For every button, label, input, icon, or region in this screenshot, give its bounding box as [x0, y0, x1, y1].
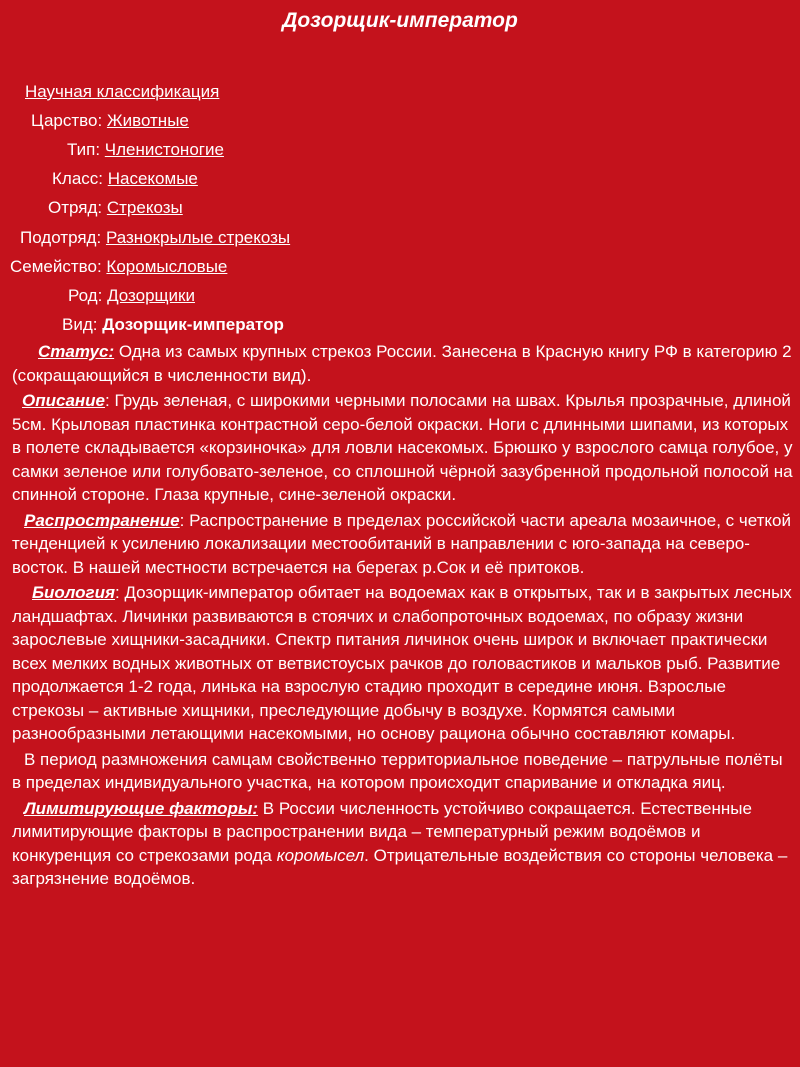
- row-value-link[interactable]: Членистоногие: [104, 140, 224, 159]
- biology-text: : Дозорщик-император обитает на водоемах как в открытых, так и в закрытых лесных ландшафтах. Личинки развиваются в стоячих и слабопроточных водоемах, по образу жизни зарослевые хищники-засадники. Спектр питания личинок очень широк и включает практически всех мелких водных животных от ветвистоусых рачков до головастиков и мальков рыб. Развитие продолжается 1-2 года, линька на взрослую стадию проходит в середине июня. Взрослые стрекозы – активные хищники, преследующие добычу в воздухе. Кормятся самыми разнообразными летающими насекомыми, но основу рациона обычно составляют комары.: [12, 583, 792, 743]
- row-value-link[interactable]: Коромысловые: [106, 257, 228, 276]
- row-label: Класс:: [52, 169, 103, 188]
- article-body: [12, 340, 794, 891]
- row-value-link[interactable]: Животные: [106, 111, 189, 130]
- classification-row-species: [62, 313, 284, 337]
- description-paragraph: [12, 389, 794, 507]
- breeding-text: В период размножения самцам свойственно территориальное поведение – патрульные полёты в пределах индивидуального участка, на котором происходит спаривание и откладка яиц.: [12, 749, 783, 792]
- breeding-paragraph: [12, 748, 794, 795]
- page-title: Дозорщик-император: [282, 9, 518, 32]
- row-label: Тип:: [67, 140, 101, 159]
- row-label: Отряд:: [48, 198, 103, 217]
- classification-row-class: [52, 167, 198, 191]
- distribution-heading: Распространение: [24, 510, 180, 530]
- row-label: Род:: [68, 286, 103, 305]
- row-value-link[interactable]: Разнокрылые стрекозы: [105, 228, 291, 247]
- row-value-link[interactable]: Насекомые: [107, 169, 198, 188]
- status-paragraph: [12, 340, 794, 387]
- classification-row-family: [10, 255, 227, 279]
- biology-heading: Биология: [32, 583, 116, 602]
- classification-row-genus: [68, 284, 195, 308]
- classification-row-order: [48, 196, 183, 220]
- classification-heading: [25, 80, 219, 104]
- row-value-link[interactable]: Стрекозы: [106, 198, 183, 217]
- biology-paragraph: [12, 581, 794, 746]
- description-text: : Грудь зеленая, с широкими черными полосами на швах. Крылья прозрачные, длиной 5см. Крыловая пластинка контрастной серо-белой окраски. Ноги с длинными шипами, из которых в полете складывается «корзиночка» для ловли насекомых. Брюшко у взрослого самца голубое, у самки зеленое или голубовато-зеленое, со сплошной чёрной зазубренной продольной полосой на спинной стороне. Глаза крупные, сине-зеленой окраски.: [12, 391, 793, 504]
- classification-row-kingdom: [31, 109, 189, 133]
- status-text: Одна из самых крупных стрекоз России. Занесена в Красную книгу РФ в категорию 2 (сокращающийся в численности вид).: [12, 342, 792, 385]
- limiting-paragraph: [12, 797, 794, 891]
- distribution-paragraph: [12, 509, 794, 580]
- limiting-heading: Лимитирующие факторы:: [24, 798, 259, 818]
- row-value: Дозорщик-император: [102, 315, 284, 334]
- classification-heading-text: Научная классификация: [25, 82, 220, 101]
- limiting-text: В России численность устойчиво сокращается. Естественные лимитирующие факторы в распространении вида – температурный режим водоёмов и конкуренция со стрекозами рода: [12, 798, 752, 865]
- row-label: Подотряд:: [20, 228, 102, 247]
- distribution-text: : Распространение в пределах российской части ареала мозаичное, с четкой тенденцией к усилению локализации местообитаний в направлении с юго-запада на северо-восток. В нашей местности встречается на берегах р.Сок и её притоков.: [12, 510, 792, 577]
- status-heading: Статус:: [38, 342, 115, 361]
- classification-row-suborder: [20, 226, 290, 250]
- classification-row-phylum: [67, 138, 224, 162]
- limiting-text-end: . Отрицательные воздействия со стороны человека – загрязнение водоёмов.: [12, 845, 788, 888]
- row-value-link[interactable]: Дозорщики: [107, 286, 195, 305]
- description-heading: Описание: [22, 391, 106, 410]
- row-label: Царство:: [31, 111, 103, 130]
- limiting-genus: коромысел: [276, 845, 365, 865]
- row-label: Вид:: [62, 315, 98, 334]
- row-label: Семейство:: [10, 257, 102, 276]
